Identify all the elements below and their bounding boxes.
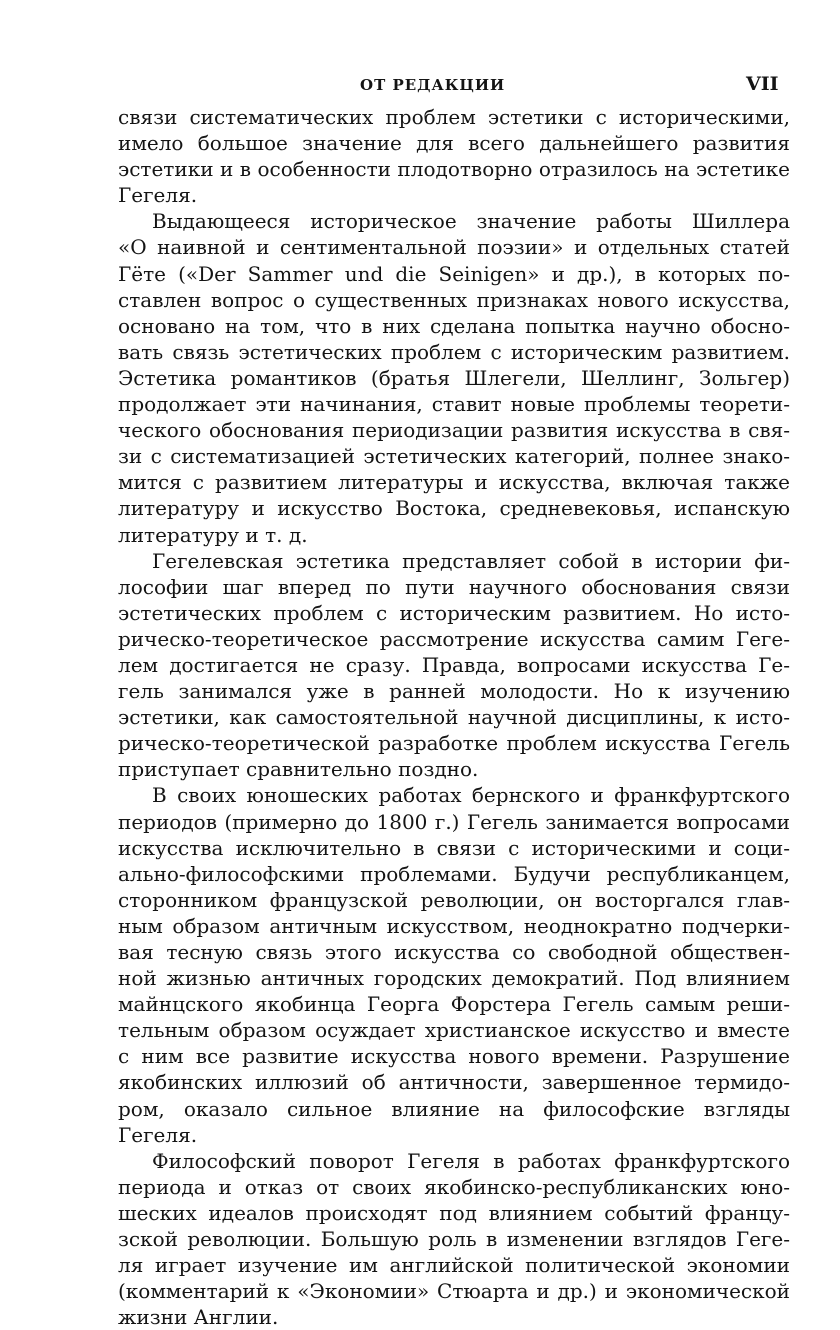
- text-line: продолжает эти начинания, ставит новые проблемы теорети-: [118, 392, 790, 417]
- text-line: литературу и т. д.: [118, 522, 308, 547]
- text-line: мится с развитием литературы и искусства, включая также: [118, 470, 790, 495]
- text-line: якобинских иллюзий об античности, завершенное термидо-: [118, 1070, 790, 1095]
- text-line: эстетики и в особенности плодотворно отразилось на эстетике: [118, 157, 790, 182]
- text-line: ля играет изучение им английской политической экономии: [118, 1253, 790, 1278]
- text-line: ром, оказало сильное влияние на философские взгляды: [118, 1096, 790, 1121]
- text-line: В своих юношеских работах бернского и франкфуртского: [152, 783, 790, 808]
- text-line: вать связь эстетических проблем с историческим развитием.: [118, 339, 790, 364]
- text-line: эстетики, как самостоятельной научной дисциплины, к исто-: [118, 705, 790, 730]
- text-line: зи с систематизацией эстетических категорий, полнее знако-: [118, 444, 790, 469]
- text-line: вая тесную связь этого искусства со свободной обществен-: [118, 940, 790, 964]
- text-line: (комментарий к «Экономии» Стюарта и др.) и экономической: [118, 1279, 790, 1304]
- text-line: искусства исключительно в связи с историческими и соци-: [118, 835, 790, 860]
- text-line: рическо-теоретическое рассмотрение искусства самим Геге-: [118, 626, 790, 651]
- text-line: литературу и искусство Востока, средневековья, испанскую: [118, 496, 790, 521]
- text-line: Гегеля.: [118, 183, 198, 208]
- text-line: Философский поворот Гегеля в работах франкфуртского: [152, 1148, 790, 1173]
- paragraph-4: [118, 782, 790, 1147]
- text-line: ально-философскими проблемами. Будучи республиканцем,: [118, 861, 790, 886]
- text-line: Гегеля.: [118, 1122, 198, 1147]
- text-line: приступает сравнительно поздно.: [118, 757, 479, 782]
- text-line: Гёте («Der Sammer und die Seinigen» и др.), в которых по-: [118, 261, 790, 286]
- page-number: VII: [746, 73, 779, 95]
- text-line: гель занимался уже в ранней молодости. Но к изучению: [118, 679, 790, 704]
- text-line: с ним все развитие искусства нового времени. Разрушение: [118, 1044, 790, 1069]
- text-line: рическо-теоретической разработке проблем искусства Гегель: [118, 731, 790, 756]
- text-line: имело большое значение для всего дальнейшего развития: [118, 131, 790, 156]
- text-line: ставлен вопрос о существенных признаках нового искусства,: [118, 287, 790, 312]
- text-line: основано на том, что в них сделана попытка научно обосно-: [118, 313, 790, 338]
- text-line: лем достигается не сразу. Правда, вопросами искусства Ге-: [118, 652, 790, 677]
- text-line: Выдающееся историческое значение работы Шиллера: [152, 209, 790, 234]
- text-line: периода и отказ от своих якобинско-республиканских юно-: [118, 1174, 790, 1199]
- text-line: сторонником французской революции, он восторгался глав-: [118, 887, 790, 912]
- text-line: ным образом античным искусством, неоднократно подчерки-: [118, 913, 790, 938]
- text-line: ной жизнью античных городских демократий. Под влиянием: [118, 966, 790, 991]
- paragraph-5: [118, 1148, 790, 1330]
- running-head: ОТ РЕДАКЦИИ: [360, 76, 506, 94]
- text-line: жизни Англии.: [118, 1305, 279, 1330]
- text-line: периодов (примерно до 1800 г.) Гегель занимается вопросами: [118, 809, 790, 834]
- text-line: эстетических проблем с историческим развитием. Но исто-: [118, 600, 790, 625]
- text-line: майнцского якобинца Георга Форстера Гегель самым реши-: [118, 992, 790, 1017]
- text-line: Эстетика романтиков (братья Шлегели, Шеллинг, Зольгер): [118, 365, 790, 390]
- paragraph-3: [118, 548, 790, 783]
- text-body: [118, 104, 790, 1330]
- text-line: тельным образом осуждает христианское искусство и вместе: [118, 1018, 790, 1043]
- text-line: ческого обоснования периодизации развития искусства в свя-: [118, 418, 790, 443]
- text-line: шеских идеалов происходят под влиянием событий францу-: [118, 1200, 790, 1225]
- text-line: связи систематических проблем эстетики с историческими,: [118, 105, 790, 129]
- text-line: Гегелевская эстетика представляет собой в истории фи-: [152, 548, 790, 573]
- text-line: лософии шаг вперед по пути научного обоснования связи: [118, 574, 790, 599]
- paragraph-2: [118, 208, 790, 547]
- paragraph-1: [118, 104, 790, 208]
- text-line: «О наивной и сентиментальной поэзии» и отдельных статей: [118, 235, 790, 260]
- text-line: зской революции. Большую роль в изменении взглядов Геге-: [118, 1227, 790, 1252]
